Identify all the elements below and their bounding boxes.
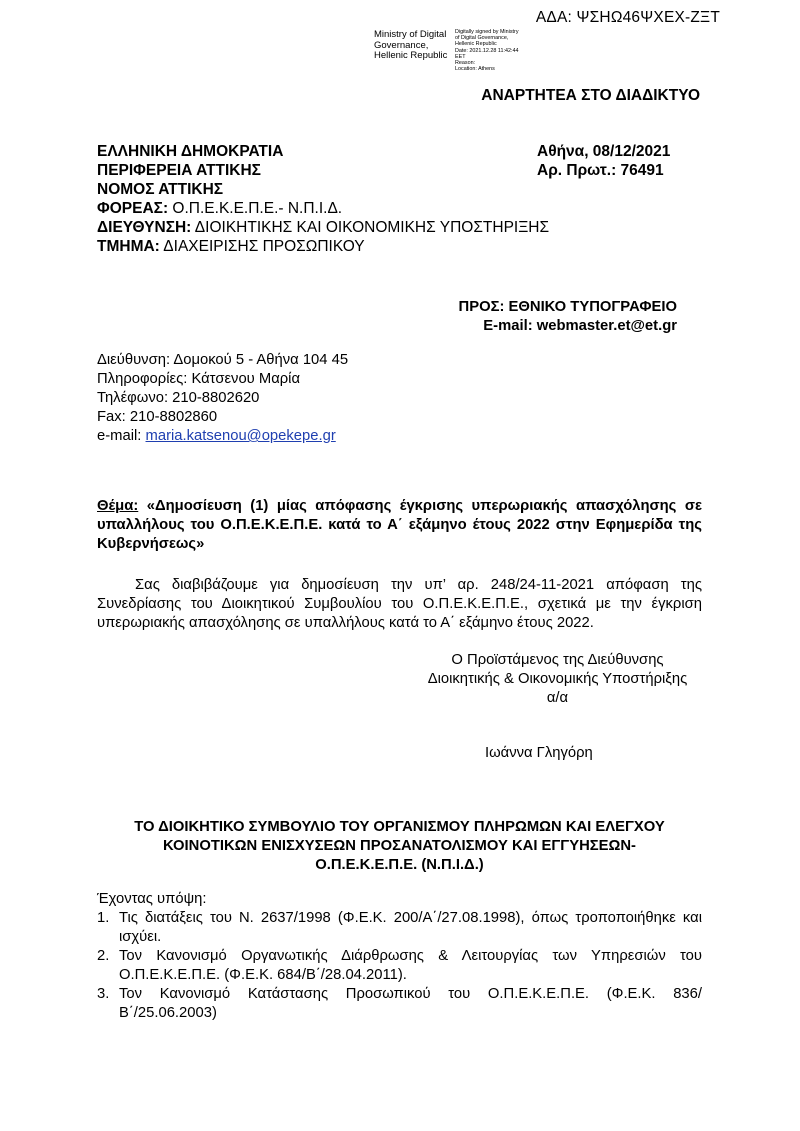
list-item-number: 2. xyxy=(97,948,110,964)
signer-org-line: Hellenic Republic xyxy=(374,50,448,61)
contact-email-line xyxy=(97,427,348,446)
ada-code: ΑΔΑ: ΨΣΗΩ46ΨΧΕΧ-ΖΞΤ xyxy=(535,9,720,26)
signature-line: Date: 2021.12.28 11:42:44 xyxy=(455,47,519,54)
considering-intro: Έχοντας υπόψη: xyxy=(97,891,207,907)
signature-line: EET xyxy=(455,53,466,60)
document-date: Αθήνα, 08/12/2021 xyxy=(537,143,671,160)
signer-name: Ιωάννα Γληγόρη xyxy=(485,745,593,761)
subject-text: «Δημοσίευση (1) μίας απόφασης έγκρισης υπερωριακής απασχόλησης σε υπαλλήλους του Ο.Π.Ε.Κ.Ε.Π.Ε. κατά το Α΄ εξάμηνο έτους 2022 στην Εφημερίδα της Κυβερνήσεως» xyxy=(97,498,702,552)
signer-title-3: α/α xyxy=(546,690,569,706)
prefecture-title: ΝΟΜΟΣ ΑΤΤΙΚΗΣ xyxy=(97,181,224,198)
republic-title: ΕΛΛΗΝΙΚΗ ΔΗΜΟΚΡΑΤΙΑ xyxy=(97,143,284,160)
contact-email-label: e-mail: xyxy=(97,428,146,444)
protocol-number: Αρ. Πρωτ.: 76491 xyxy=(537,162,664,179)
signer-org-line: Ministry of Digital xyxy=(374,29,447,40)
contact-email-link[interactable]: maria.katsenou@opekepe.gr xyxy=(145,428,336,444)
list-item-number: 3. xyxy=(97,986,110,1002)
board-heading xyxy=(97,818,702,875)
directorate-label: ΔΙΕΥΘΥΝΣΗ: xyxy=(97,219,192,236)
signer-title-1: Ο Προϊστάμενος της Διεύθυνσης xyxy=(451,652,664,668)
contact-phone: Τηλέφωνο: 210-8802620 xyxy=(97,390,260,406)
digital-signature-details xyxy=(455,29,519,72)
signature-line: Reason: xyxy=(455,60,476,67)
department-label: ΤΜΗΜΑ: xyxy=(97,238,160,255)
signature-line: Digitally signed by Ministry xyxy=(455,29,519,35)
publish-notice: ΑΝΑΡΤΗΤΕΑ ΣΤΟ ΔΙΑΔΙΚΤΥΟ xyxy=(481,87,700,104)
board-heading-line: Ο.Π.Ε.Κ.Ε.Π.Ε. (Ν.Π.Ι.Δ.) xyxy=(315,857,484,873)
subject-label: Θέμα: xyxy=(97,498,139,514)
digital-signer-org xyxy=(374,30,447,62)
signer-block xyxy=(410,651,705,708)
signer-org-line: Governance, xyxy=(374,39,429,51)
list-item xyxy=(97,985,702,1023)
department-line xyxy=(97,237,549,256)
signature-line: of Digital Governance, xyxy=(455,35,509,42)
subject-paragraph xyxy=(97,497,702,554)
signature-line: Location: Athens xyxy=(455,66,495,73)
list-item-text: Τον Κανονισμό Οργανωτικής Διάρθρωσης & Λειτουργίας των Υπηρεσιών του Ο.Π.Ε.Κ.Ε.Π.Ε. (Φ.Ε.Κ. 684/Β΄/28.04.2011). xyxy=(119,948,702,983)
recipient-name: ΠΡΟΣ: ΕΘΝΙΚΟ ΤΥΠΟΓΡΑΦΕΙΟ xyxy=(458,299,677,315)
date-protocol-block xyxy=(537,142,670,180)
body-value: Ο.Π.Ε.Κ.Ε.Π.Ε.- Ν.Π.Ι.Δ. xyxy=(168,200,343,217)
directorate-line xyxy=(97,218,549,237)
board-heading-line: ΤΟ ΔΙΟΙΚΗΤΙΚΟ ΣΥΜΒΟΥΛΙΟ ΤΟΥ ΟΡΓΑΝΙΣΜΟΥ ΠΛΗΡΩΜΩΝ ΚΑΙ ΕΛΕΓΧΟΥ xyxy=(134,819,665,835)
list-item-text: Τις διατάξεις του Ν. 2637/1998 (Φ.Ε.Κ. 200/Α΄/27.08.1998), όπως τροποποιήθηκε και ισχύει. xyxy=(119,910,702,945)
signature-line: Hellenic Republic xyxy=(455,41,497,48)
recipient-email: E-mail: webmaster.et@et.gr xyxy=(483,318,677,334)
list-item xyxy=(97,947,702,985)
organization-block xyxy=(97,142,549,256)
signer-title-2: Διοικητικής & Οικονομικής Υποστήριξης xyxy=(427,671,688,687)
board-heading-line: ΚΟΙΝΟΤΙΚΩΝ ΕΝΙΣΧΥΣΕΩΝ ΠΡΟΣΑΝΑΤΟΛΙΣΜΟΥ ΚΑΙ ΕΓΓΥΗΣΕΩΝ- xyxy=(163,838,636,854)
directorate-value: ΔΙΟΙΚΗΤΙΚΗΣ ΚΑΙ ΟΙΚΟΝΟΜΙΚΗΣ ΥΠΟΣΤΗΡΙΞΗΣ xyxy=(191,219,550,236)
considering-list xyxy=(97,909,702,1023)
department-value: ΔΙΑΧΕΙΡΙΣΗΣ ΠΡΟΣΩΠΙΚΟΥ xyxy=(159,238,365,255)
region-title: ΠΕΡΙΦΕΡΕΙΑ ΑΤΤΙΚΗΣ xyxy=(97,162,261,179)
body-label: ΦΟΡΕΑΣ: xyxy=(97,200,169,217)
contact-info: Πληροφορίες: Κάτσενου Μαρία xyxy=(97,371,301,387)
list-item xyxy=(97,909,702,947)
contact-block xyxy=(97,351,348,446)
list-item-text: Τον Κανονισμό Κατάστασης Προσωπικού του Ο.Π.Ε.Κ.Ε.Π.Ε. (Φ.Ε.Κ. 836/Β΄/25.06.2003) xyxy=(119,986,702,1021)
body-paragraph: Σας διαβιβάζουμε για δημοσίευση την υπ’ αρ. 248/24-11-2021 απόφαση της Συνεδρίασης του Διοικητικού Συμβουλίου του Ο.Π.Ε.Κ.Ε.Π.Ε., σχετικά με την έγκριση υπερωριακής απασχόλησης σε υπαλλήλους κατά το Α΄ εξάμηνο έτους 2022. xyxy=(97,577,702,631)
recipient-block xyxy=(459,298,677,336)
list-item-number: 1. xyxy=(97,910,110,926)
contact-fax: Fax: 210-8802860 xyxy=(97,409,218,425)
body-line xyxy=(97,199,549,218)
contact-address: Διεύθυνση: Δομοκού 5 - Αθήνα 104 45 xyxy=(97,352,349,368)
